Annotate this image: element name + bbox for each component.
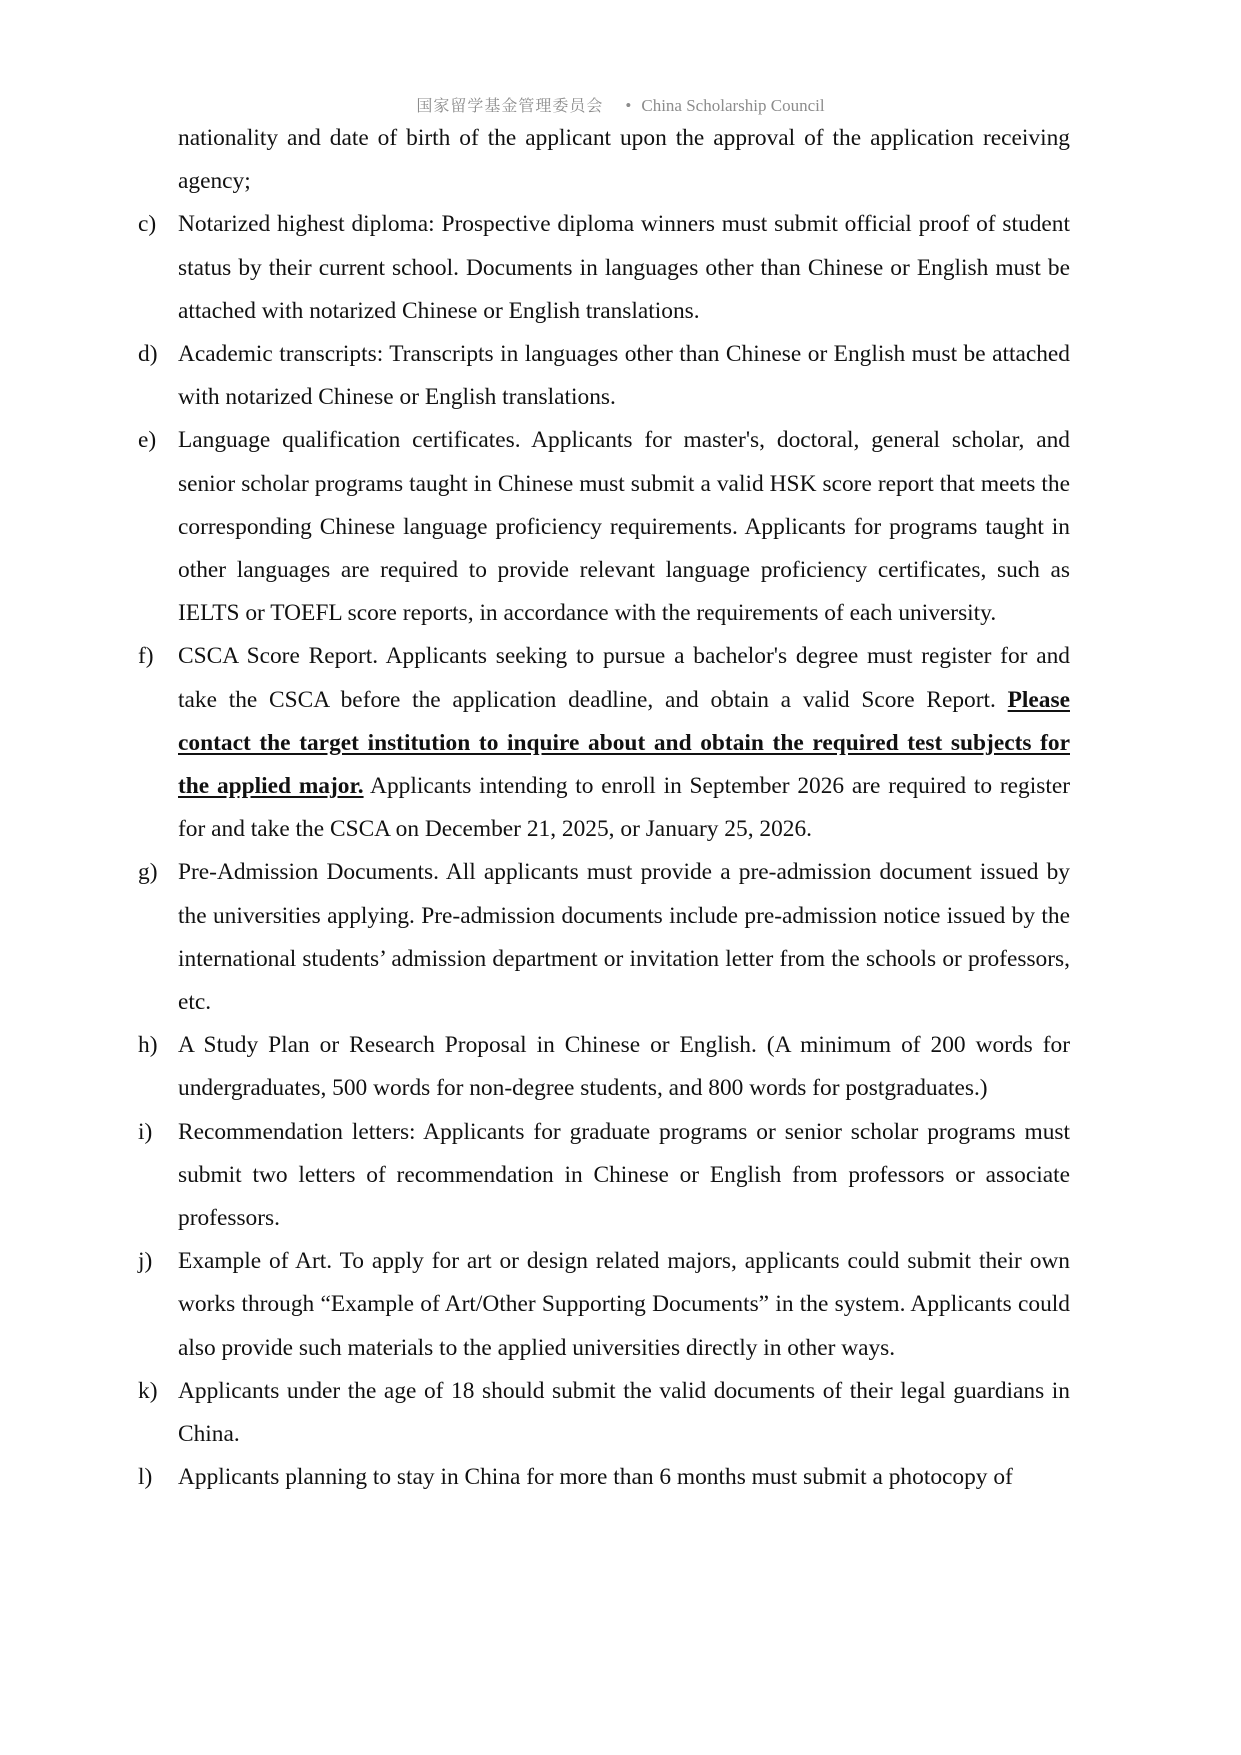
list-item-c [138,203,1070,333]
page-header [0,93,1241,116]
item-label: l) [138,1464,153,1491]
item-text: Language qualification certificates. Applicants for master's, doctoral, general scholar, and senior scholar programs taught in Chinese must submit a valid HSK score report that meets the corresponding Chinese language proficiency requirements. Applicants for programs taught in other languages are required to provide relevant language proficiency certificates, such as IELTS or TOEFL score reports, in accordance with the requirements of each university. [178,427,1070,627]
item-label: j) [138,1248,153,1275]
item-text: Recommendation letters: Applicants for graduate programs or senior scholar programs must submit two letters of recommendation in Chinese or English from professors or associate professors. [178,1118,1070,1232]
item-label: d) [138,341,158,368]
item-text-before: CSCA Score Report. Applicants seeking to pursue a bachelor's degree must register for and take the CSCA before the application deadline, and obtain a valid Score Report. [178,643,1070,713]
item-label: h) [138,1032,158,1059]
continuation-paragraph: nationality and date of birth of the applicant upon the approval of the application receiving agency; [178,125,1070,195]
list-item-i [138,1111,1070,1241]
document-body [138,117,1070,1500]
item-text-after: Applicants intending to enroll in September 2026 are required to register for and take the CSCA on December 21, 2025, or January 25, 2026. [178,773,1071,843]
list-item-h [138,1024,1070,1110]
header-separator: • [625,96,632,115]
item-label: g) [138,859,158,886]
item-text: Pre-Admission Documents. All applicants must provide a pre-admission document issued by the universities applying. Pre-admission documents include pre-admission notice issued by the international students’ admission department or invitation letter from the schools or professors, etc. [178,859,1070,1016]
item-label: c) [138,211,157,238]
list-item-l [138,1456,1070,1499]
item-label: e) [138,427,157,454]
item-label: i) [138,1118,153,1145]
item-text: Applicants under the age of 18 should submit the valid documents of their legal guardians in China. [178,1377,1070,1448]
item-text: Notarized highest diploma: Prospective diploma winners must submit official proof of student status by their current school. Documents in languages other than Chinese or English must be attached with notarized Chinese or English translations. [178,211,1070,324]
item-text: A Study Plan or Research Proposal in Chinese or English. (A minimum of 200 words for undergraduates, 500 words for non-degree students, and 800 words for postgraduates.) [178,1032,1070,1102]
list-item-d [138,333,1070,419]
list-item-j [138,1240,1070,1370]
item-text-emphasis: Please contact the target institution to inquire about and obtain the required test subjects for the applied major. [178,686,1070,800]
item-label: k) [138,1377,158,1404]
item-text: Academic transcripts: Transcripts in languages other than Chinese or English must be attached with notarized Chinese or English translations. [178,341,1070,411]
list-item-k [138,1370,1070,1456]
item-text: Example of Art. To apply for art or design related majors, applicants could submit their own works through “Example of Art/Other Supporting Documents” in the system. Applicants could also provide such materials to the applied universities directly in other ways. [178,1248,1070,1361]
item-text [178,635,1070,851]
list-item-e [138,419,1070,635]
item-text: Applicants planning to stay in China for more than 6 months must submit a photocopy of [178,1464,1013,1491]
list-item-f [138,635,1070,851]
list-item-g [138,851,1070,1024]
item-label: f) [138,643,154,670]
header-english-org: China Scholarship Council [641,96,825,115]
header-chinese-org: 国家留学基金管理委员会 [416,96,604,115]
